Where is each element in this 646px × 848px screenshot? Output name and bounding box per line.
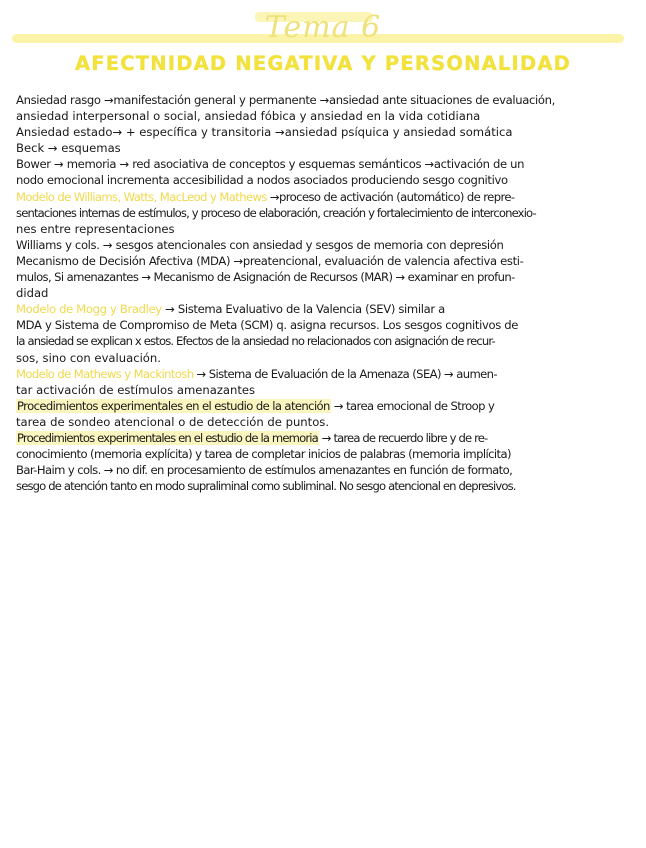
note-line: mulos, Si amenazantes → Mecanismo de Asignación de Recursos (MAR) → examinar en profun- [16, 270, 515, 285]
note-line: ansiedad interpersonal o social, ansiedad fóbica y ansiedad en la vida cotidiana [16, 109, 481, 124]
note-line: Williams y cols. → sesgos atencionales con ansiedad y sesgos de memoria con depresión [16, 237, 504, 252]
note-line: sentaciones internas de estímulos, y proceso de elaboración, creación y fortalecimiento de interconexio- [16, 205, 536, 220]
note-line: Ansiedad rasgo →manifestación general y permanente →ansiedad ante situaciones de evaluación, [16, 93, 555, 107]
note-line: Modelo de Mathews y Mackintosh → Sistema de Evaluación de la Amenaza (SEA) → aumen- [16, 366, 498, 381]
highlighted-model-name: Modelo de Williams, Watts, MacLeod y Mathews [16, 189, 267, 204]
note-line: Modelo de Mogg y Bradley → Sistema Evaluativo de la Valencia (SEV) similar a [16, 302, 445, 317]
highlighted-model-name: Modelo de Mathews y Mackintosh [16, 366, 194, 381]
note-line: tar activación de estímulos amenazantes [16, 382, 256, 397]
note-line: Beck → esquemas [16, 141, 121, 156]
note-line: sos, sino con evaluación. [16, 350, 161, 365]
tema-label: Tema 6 [264, 10, 382, 45]
note-line: sesgo de atención tanto en modo supraliminal como subliminal. No sesgo atencional en depresivos. [16, 479, 516, 494]
notes-body [16, 92, 630, 494]
tema-header [0, 4, 646, 48]
note-line: conocimiento (memoria explícita) y tarea de completar inicios de palabras (memoria implícita) [16, 447, 511, 462]
note-line: Bower → memoria → red asociativa de conceptos y esquemas semánticos →activación de un [16, 157, 525, 172]
page-title: AFECTNIDAD NEGATIVA Y PERSONALIDAD [74, 52, 572, 75]
note-line: didad [16, 286, 49, 301]
note-line: nodo emocional incrementa accesibilidad a nodos asociados produciendo sesgo cognitivo [16, 173, 508, 188]
note-line: Bar-Haim y cols. → no dif. en procesamiento de estímulos amenazantes en función de formato, [16, 463, 513, 478]
note-line: Modelo de Williams, Watts, MacLeod y Mathews →proceso de activación (automático) de repre- [16, 189, 515, 204]
note-line: MDA y Sistema de Compromiso de Meta (SCM) q. asigna recursos. Los sesgos cognitivos de [16, 318, 519, 333]
highlighted-heading: Procedimientos experimentales en el estudio de la atención [17, 398, 330, 413]
note-line: tarea de sondeo atencional o de detección de puntos. [16, 414, 330, 429]
highlighted-heading: Procedimientos experimentales en el estudio de la memoria [17, 430, 318, 445]
note-line: la ansiedad se explican x estos. Efectos de la ansiedad no relacionados con asignación de recur- [16, 334, 495, 349]
note-line: Mecanismo de Decisión Afectiva (MDA) →preatencional, evaluación de valencia afectiva esti- [16, 253, 524, 268]
note-line: nes entre representaciones [16, 221, 175, 236]
highlighted-model-name: Modelo de Mogg y Bradley [16, 302, 162, 317]
note-line: Ansiedad estado→ + específica y transitoria →ansiedad psíquica y ansiedad somática [16, 125, 513, 140]
note-line: Procedimientos experimentales en el estudio de la atención → tarea emocional de Stroop y [17, 398, 495, 413]
note-line: Procedimientos experimentales en el estudio de la memoria → tarea de recuerdo libre y de re- [17, 430, 488, 445]
